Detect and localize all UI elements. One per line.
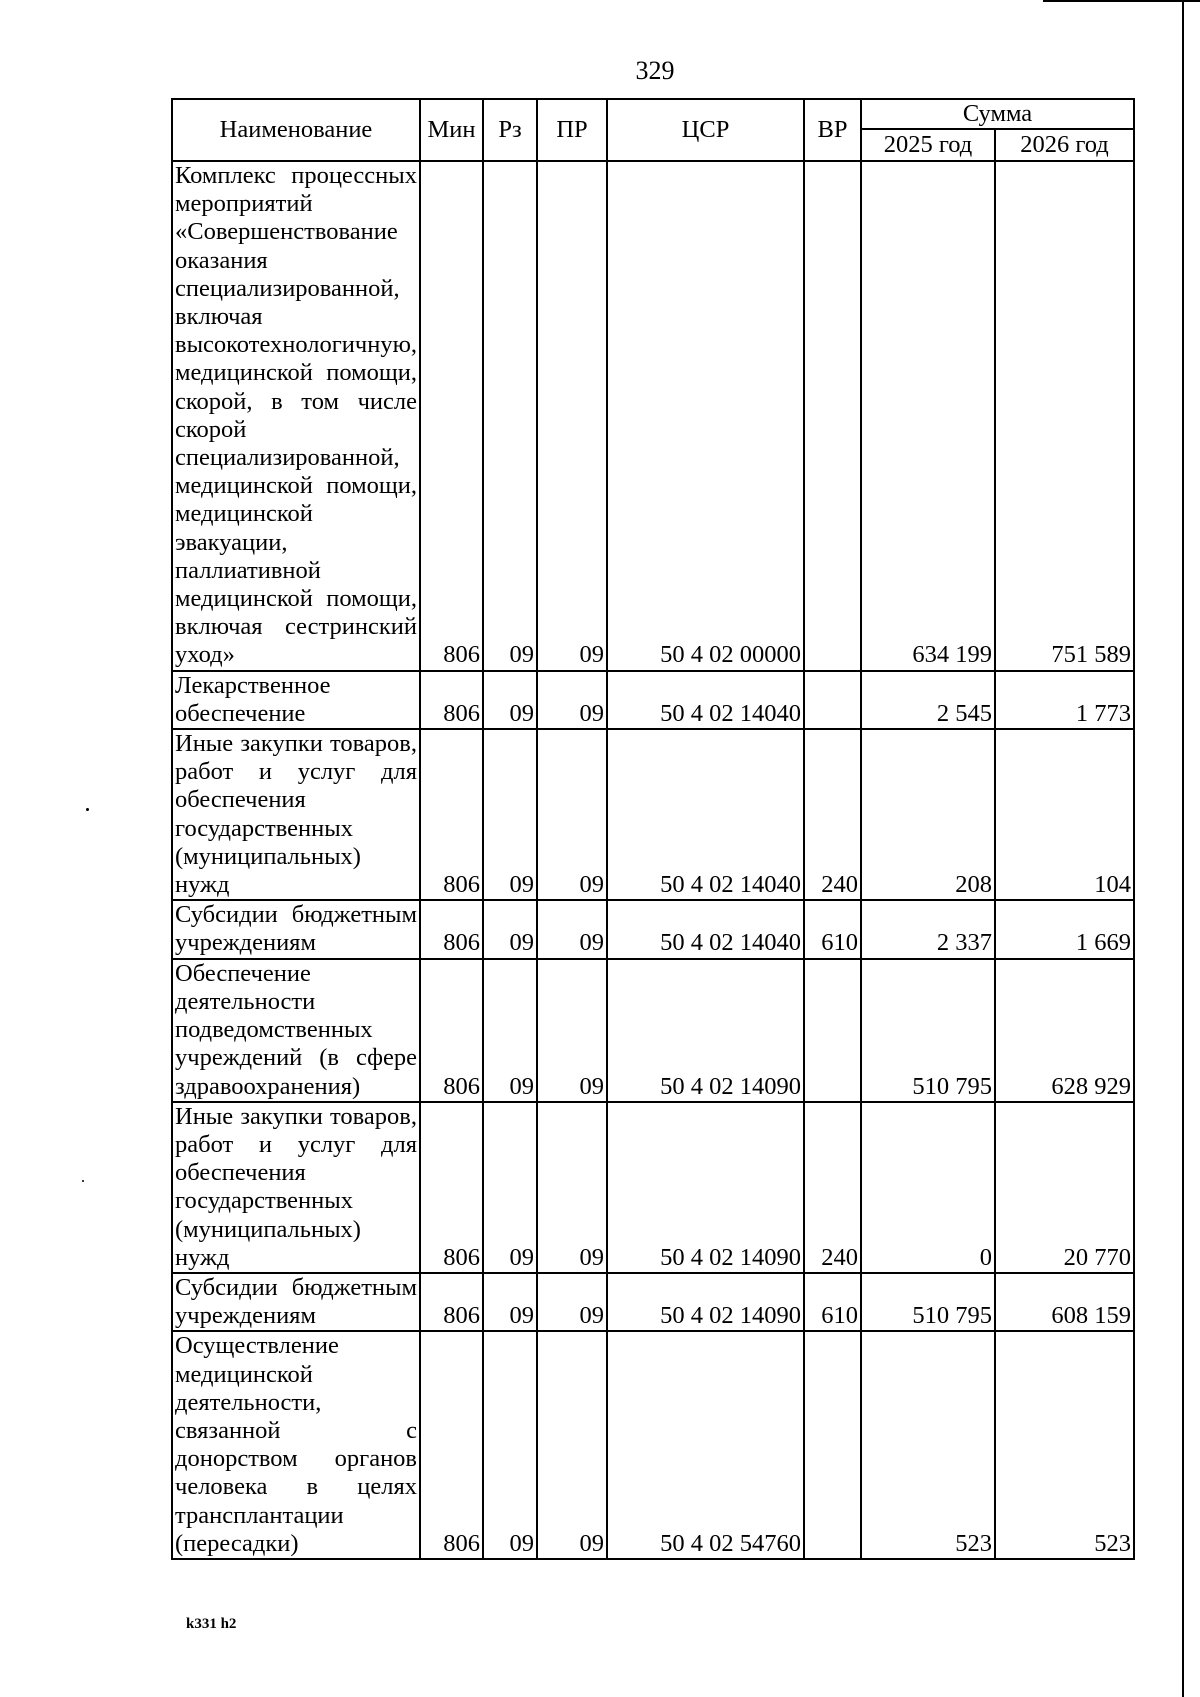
- row-sum-2026: 20 770: [995, 1102, 1134, 1273]
- row-min: 806: [420, 671, 483, 729]
- row-csr: 50 4 02 14040: [607, 671, 804, 729]
- row-sum-2025: 510 795: [861, 959, 995, 1102]
- row-rz: 09: [483, 1102, 537, 1273]
- row-csr: 50 4 02 54760: [607, 1331, 804, 1559]
- row-vr: [804, 161, 861, 671]
- row-sum-2026: 523: [995, 1331, 1134, 1559]
- row-name: Субсидии бюджетным учреждениям: [172, 1273, 420, 1331]
- table-row: [172, 1331, 1134, 1559]
- footer-code: k331 h2: [186, 1616, 237, 1632]
- row-sum-2025: 2 545: [861, 671, 995, 729]
- row-min: 806: [420, 1331, 483, 1559]
- header-min: Мин: [420, 99, 483, 161]
- row-rz: 09: [483, 1331, 537, 1559]
- row-sum-2026: 608 159: [995, 1273, 1134, 1331]
- row-vr: 610: [804, 1273, 861, 1331]
- header-rz: Рз: [483, 99, 537, 161]
- row-sum-2025: 0: [861, 1102, 995, 1273]
- row-sum-2026: 1 669: [995, 900, 1134, 958]
- row-sum-2025: 208: [861, 729, 995, 900]
- table-row: [172, 671, 1134, 729]
- row-min: 806: [420, 900, 483, 958]
- budget-table: [171, 98, 1135, 1560]
- row-name: Лекарственное обеспечение: [172, 671, 420, 729]
- row-vr: 240: [804, 1102, 861, 1273]
- row-csr: 50 4 02 14090: [607, 1102, 804, 1273]
- row-name: Обеспечение деятельности подведомственных учреждений (в сфере здравоохранения): [172, 959, 420, 1102]
- row-pr: 09: [537, 1102, 607, 1273]
- row-csr: 50 4 02 14040: [607, 729, 804, 900]
- row-csr: 50 4 02 00000: [607, 161, 804, 671]
- row-vr: [804, 959, 861, 1102]
- row-pr: 09: [537, 1273, 607, 1331]
- row-rz: 09: [483, 161, 537, 671]
- page-number: 329: [635, 56, 675, 85]
- row-name: Осуществление медицинской деятельности, связанной с донорством органов человека в целях трансплантации (пересадки): [172, 1331, 420, 1559]
- table-header: [172, 99, 1134, 161]
- row-min: 806: [420, 729, 483, 900]
- table-row: [172, 1102, 1134, 1273]
- header-pr: ПР: [537, 99, 607, 161]
- row-name: Иные закупки товаров, работ и услуг для обеспечения государственных (муниципальных) нужд: [172, 729, 420, 900]
- row-vr: 240: [804, 729, 861, 900]
- row-rz: 09: [483, 900, 537, 958]
- row-rz: 09: [483, 1273, 537, 1331]
- header-vr: ВР: [804, 99, 861, 161]
- table-row: [172, 729, 1134, 900]
- table-row: [172, 1273, 1134, 1331]
- row-csr: 50 4 02 14090: [607, 959, 804, 1102]
- table-row: [172, 161, 1134, 671]
- row-sum-2026: 751 589: [995, 161, 1134, 671]
- row-min: 806: [420, 161, 483, 671]
- row-csr: 50 4 02 14090: [607, 1273, 804, 1331]
- row-vr: [804, 671, 861, 729]
- row-pr: 09: [537, 729, 607, 900]
- scan-edge-top: [1043, 0, 1200, 2]
- row-sum-2025: 634 199: [861, 161, 995, 671]
- row-pr: 09: [537, 900, 607, 958]
- header-sum: Сумма: [861, 99, 1134, 129]
- scan-edge-right: [1182, 0, 1184, 1697]
- row-rz: 09: [483, 959, 537, 1102]
- row-pr: 09: [537, 959, 607, 1102]
- row-pr: 09: [537, 671, 607, 729]
- row-sum-2025: 523: [861, 1331, 995, 1559]
- table-row: [172, 900, 1134, 958]
- row-vr: 610: [804, 900, 861, 958]
- scan-speck: [86, 808, 89, 811]
- row-name: Комплекс процессных мероприятий «Совершенствование оказания специализированной, включая высокотехнологичную, медицинской помощи, скорой, в том числе скорой специализированной, медицинской помощи, медицинской эвакуации, паллиативной медицинской помощи, включая сестринский уход»: [172, 161, 420, 671]
- row-pr: 09: [537, 161, 607, 671]
- row-name: Субсидии бюджетным учреждениям: [172, 900, 420, 958]
- row-pr: 09: [537, 1331, 607, 1559]
- row-sum-2025: 510 795: [861, 1273, 995, 1331]
- row-sum-2025: 2 337: [861, 900, 995, 958]
- row-csr: 50 4 02 14040: [607, 900, 804, 958]
- row-min: 806: [420, 1273, 483, 1331]
- row-min: 806: [420, 959, 483, 1102]
- row-name: Иные закупки товаров, работ и услуг для обеспечения государственных (муниципальных) нужд: [172, 1102, 420, 1273]
- header-year-2025: 2025 год: [861, 129, 995, 161]
- row-rz: 09: [483, 729, 537, 900]
- scan-speck: [82, 1180, 84, 1182]
- row-sum-2026: 1 773: [995, 671, 1134, 729]
- table-row: [172, 959, 1134, 1102]
- row-min: 806: [420, 1102, 483, 1273]
- row-rz: 09: [483, 671, 537, 729]
- header-name: Наименование: [172, 99, 420, 161]
- row-vr: [804, 1331, 861, 1559]
- row-sum-2026: 104: [995, 729, 1134, 900]
- header-csr: ЦСР: [607, 99, 804, 161]
- row-sum-2026: 628 929: [995, 959, 1134, 1102]
- table-body: [172, 161, 1134, 1559]
- header-year-2026: 2026 год: [995, 129, 1134, 161]
